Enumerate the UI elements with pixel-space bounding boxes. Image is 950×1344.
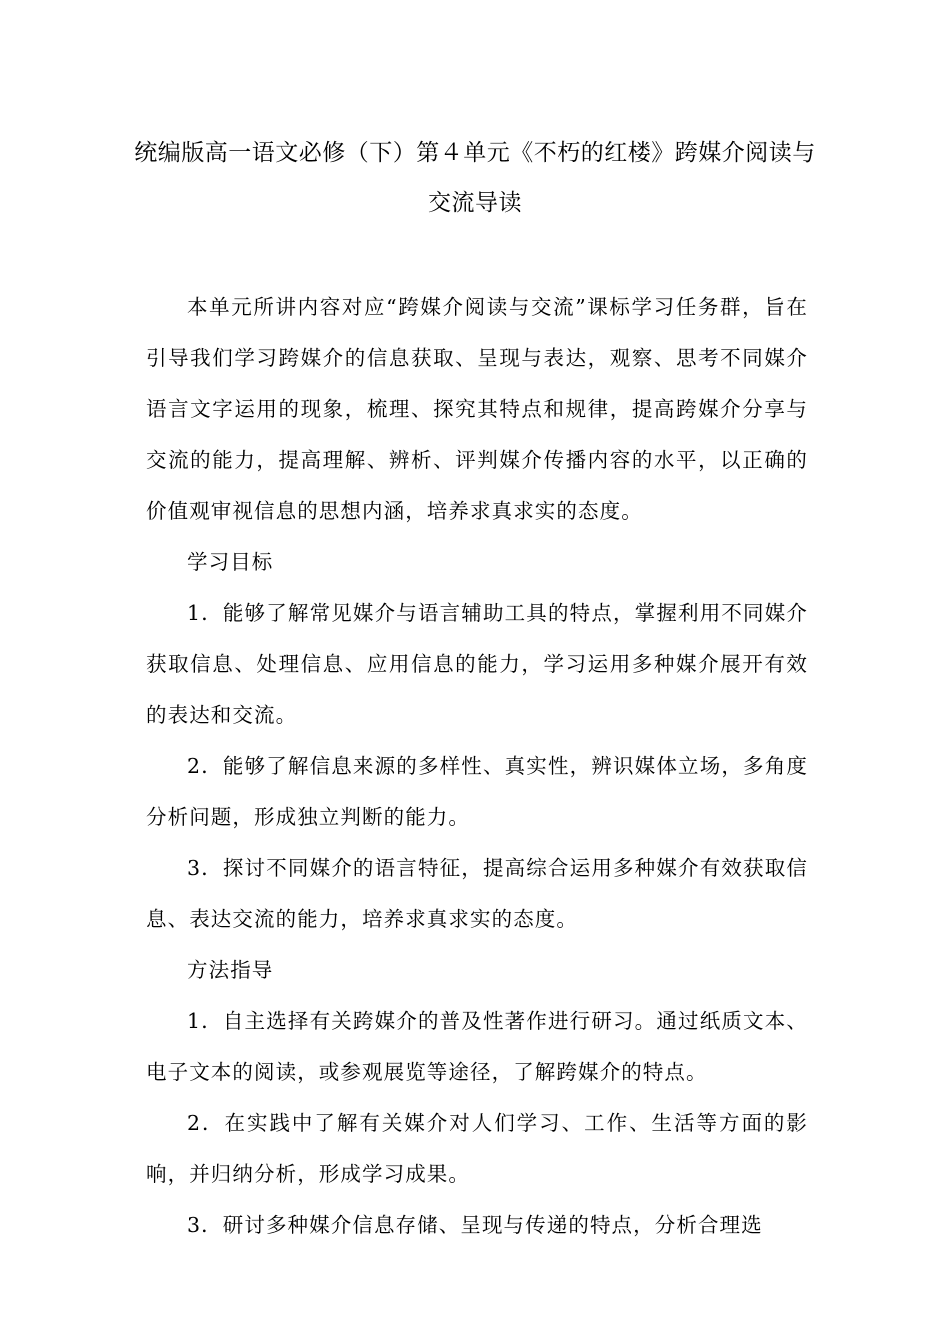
method-item-3: 3．研讨多种媒介信息存储、呈现与传递的特点，分析合理选 <box>187 1213 763 1237</box>
goal-item-3: 3．探讨不同媒介的语言特征，提高综合运用多种媒介有效获取信息、表达交流的能力，培养求真求实的态度。 <box>146 856 808 931</box>
section-heading-learning-goals: 学习目标 <box>187 550 274 574</box>
method-item-2: 2．在实践中了解有关媒介对人们学习、工作、生活等方面的影响，并归纳分析，形成学习成果。 <box>146 1111 808 1186</box>
section-heading-method-guide: 方法指导 <box>187 958 274 982</box>
method-item-1: 1．自主选择有关跨媒介的普及性著作进行研习。通过纸质文本、电子文本的阅读，或参观展览等途径，了解跨媒介的特点。 <box>146 1009 808 1084</box>
document-title-line-2: 交流导读 <box>428 190 522 216</box>
document-body <box>146 282 808 1251</box>
document-title-line-1: 统编版高一语文必修（下）第４单元《不朽的红楼》跨媒介阅读与 <box>134 140 816 166</box>
intro-paragraph: 本单元所讲内容对应“跨媒介阅读与交流”课标学习任务群，旨在引导我们学习跨媒介的信息获取、呈现与表达，观察、思考不同媒介语言文字运用的现象，梳理、探究其特点和规律，提高跨媒介分享与交流的能力，提高理解、辨析、评判媒介传播内容的水平，以正确的价值观审视信息的思想内涵，培养求真求实的态度。 <box>146 295 808 523</box>
goal-item-2: 2．能够了解信息来源的多样性、真实性，辨识媒体立场，多角度分析问题，形成独立判断的能力。 <box>146 754 808 829</box>
goal-item-1: 1．能够了解常见媒介与语言辅助工具的特点，掌握利用不同媒介获取信息、处理信息、应用信息的能力，学习运用多种媒介展开有效的表达和交流。 <box>146 601 808 727</box>
